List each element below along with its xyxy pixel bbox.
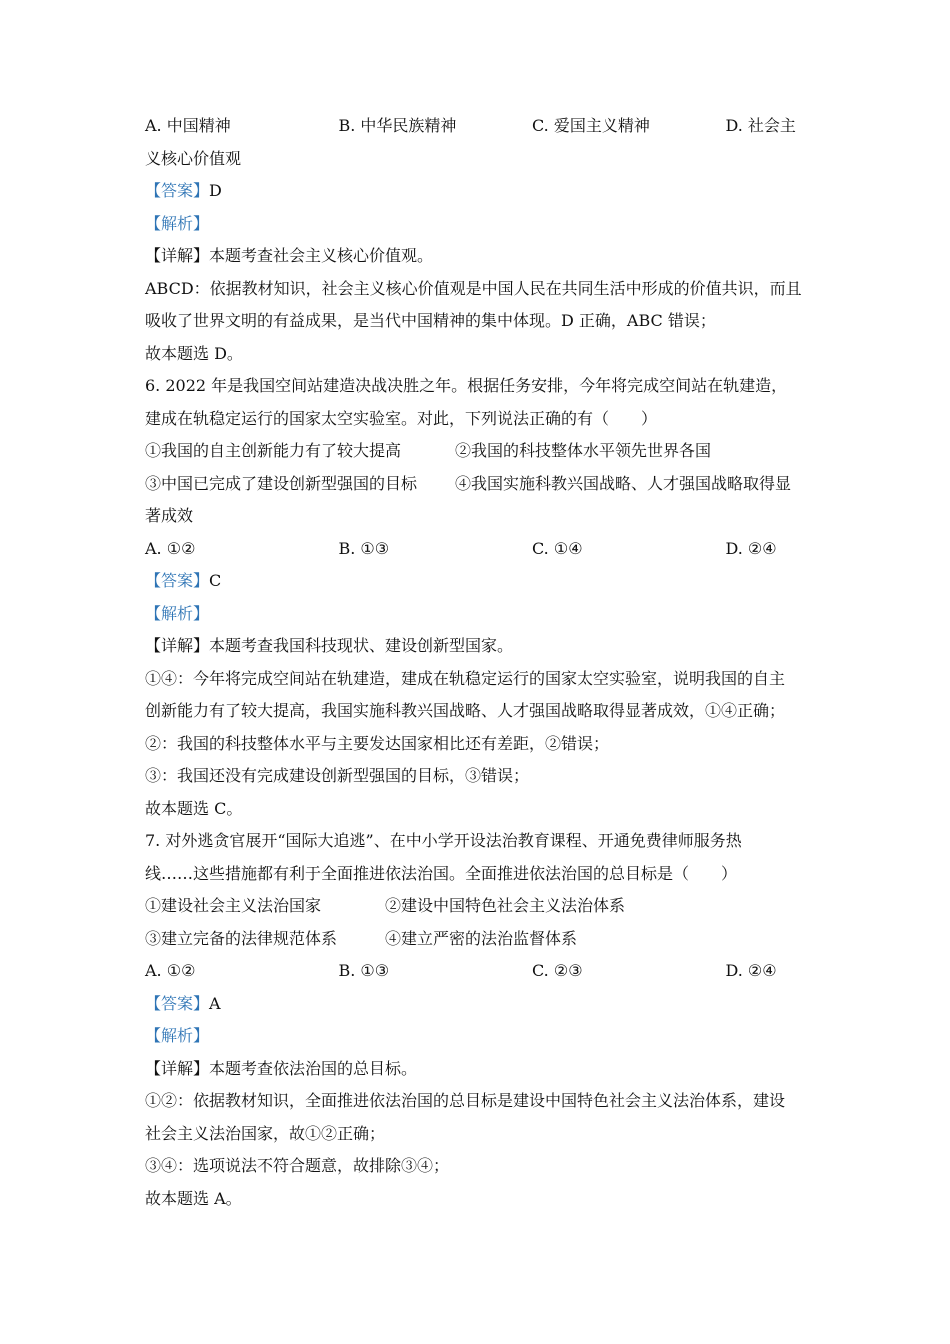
q6-statement-3: ③中国已完成了建设创新型强国的目标 — [145, 473, 418, 493]
q7-option-a: A. ①② — [145, 961, 196, 980]
answer-value: C — [209, 571, 222, 590]
q6-stem: 6. 2022 年是我国空间站建造决战决胜之年。根据任务安排，今年将完成空间站在轨建造， — [145, 376, 788, 395]
q6-analysis-label: 【解析】 — [145, 603, 210, 623]
q7-answer — [145, 988, 810, 1021]
q7-detail: 【详解】本题考查依法治国的总目标。 — [145, 1058, 418, 1078]
q6-option-d: D. ②④ — [725, 538, 777, 558]
q5-option-d-continued: 义核心价值观 — [145, 148, 242, 168]
q5-conclusion: 故本题选 D。 — [145, 343, 243, 363]
q6-detail: 【详解】本题考查我国科技现状、建设创新型国家。 — [145, 636, 514, 655]
q6-answer — [145, 565, 810, 598]
q6-explanation: ③：我国还没有完成建设创新型强国的目标，③错误； — [145, 766, 530, 785]
q7-statements-row — [145, 923, 810, 956]
document-body — [145, 110, 810, 1215]
q7-stem: 7. 对外逃贪官展开“国际大追逃”、在中小学开设法治教育课程、开通免费律师服务热 — [145, 831, 742, 850]
q5-answer — [145, 175, 810, 208]
q6-statement-2: ②我国的科技整体水平领先世界各国 — [455, 441, 712, 460]
q6-statement-4: ④我国实施科教兴国战略、人才强国战略取得显 — [455, 473, 792, 493]
q5-explanation: ABCD：依据教材知识，社会主义核心价值观是中国人民在共同生活中形成的价值共识，而且 — [145, 278, 802, 298]
q6-options — [145, 533, 810, 566]
q7-option-d: D. ②④ — [725, 961, 777, 980]
q5-option-a: A. 中国精神 — [145, 116, 231, 135]
q6-statement-1: ①我国的自主创新能力有了较大提高 — [145, 441, 402, 460]
answer-label: 【答案】 — [145, 993, 210, 1013]
q7-conclusion: 故本题选 A。 — [145, 1188, 242, 1208]
q7-statement-2: ②建设中国特色社会主义法治体系 — [385, 896, 626, 915]
q6-option-c: C. ①④ — [532, 538, 583, 558]
q6-option-b: B. ①③ — [338, 538, 390, 558]
q7-explanation: ①②：依据教材知识，全面推进依法治国的总目标是建设中国特色社会主义法治体系，建设 — [145, 1091, 786, 1110]
q7-statement-3: ③建立完备的法律规范体系 — [145, 928, 338, 948]
q7-statements-row — [145, 890, 810, 923]
q5-detail: 【详解】本题考查社会主义核心价值观。 — [145, 246, 434, 265]
answer-label: 【答案】 — [145, 181, 210, 200]
answer-value: A — [209, 993, 221, 1013]
q6-option-a: A. ①② — [145, 538, 196, 558]
q7-options — [145, 955, 810, 988]
q7-explanation: ③④：选项说法不符合题意，故排除③④； — [145, 1156, 450, 1175]
q7-analysis-label: 【解析】 — [145, 1026, 210, 1045]
q5-analysis-label: 【解析】 — [145, 213, 210, 233]
q6-explanation: ②：我国的科技整体水平与主要发达国家相比还有差距，②错误； — [145, 733, 610, 753]
q6-conclusion: 故本题选 C。 — [145, 798, 243, 818]
q6-statements-row — [145, 435, 810, 468]
q6-stem: 建成在轨稳定运行的国家太空实验室。对此，下列说法正确的有（ ） — [145, 408, 658, 428]
q5-option-c: C. 爱国主义精神 — [532, 116, 650, 135]
q5-options — [145, 110, 810, 143]
answer-value: D — [209, 181, 222, 200]
q5-explanation: 吸收了世界文明的有益成果，是当代中国精神的集中体现。D 正确，ABC 错误； — [145, 311, 716, 330]
q7-explanation: 社会主义法治国家，故①②正确； — [145, 1123, 386, 1143]
q7-option-b: B. ①③ — [338, 961, 390, 980]
q5-option-b: B. 中华民族精神 — [338, 116, 457, 135]
q5-option-d: D. 社会主 — [725, 116, 796, 135]
answer-label: 【答案】 — [145, 571, 210, 590]
q7-stem: 线……这些措施都有利于全面推进依法治国。全面推进依法治国的总目标是（ ） — [145, 863, 738, 883]
q7-statement-1: ①建设社会主义法治国家 — [145, 896, 322, 915]
q7-statement-4: ④建立严密的法治监督体系 — [385, 928, 578, 948]
q6-explanation: 创新能力有了较大提高，我国实施科教兴国战略、人才强国战略取得显著成效，①④正确； — [145, 701, 786, 720]
q6-explanation: ①④：今年将完成空间站在轨建造，建成在轨稳定运行的国家太空实验室，说明我国的自主 — [145, 668, 786, 688]
q7-option-c: C. ②③ — [532, 961, 583, 980]
q6-statement-4-continued: 著成效 — [145, 506, 194, 525]
q6-statements-row — [145, 468, 810, 501]
